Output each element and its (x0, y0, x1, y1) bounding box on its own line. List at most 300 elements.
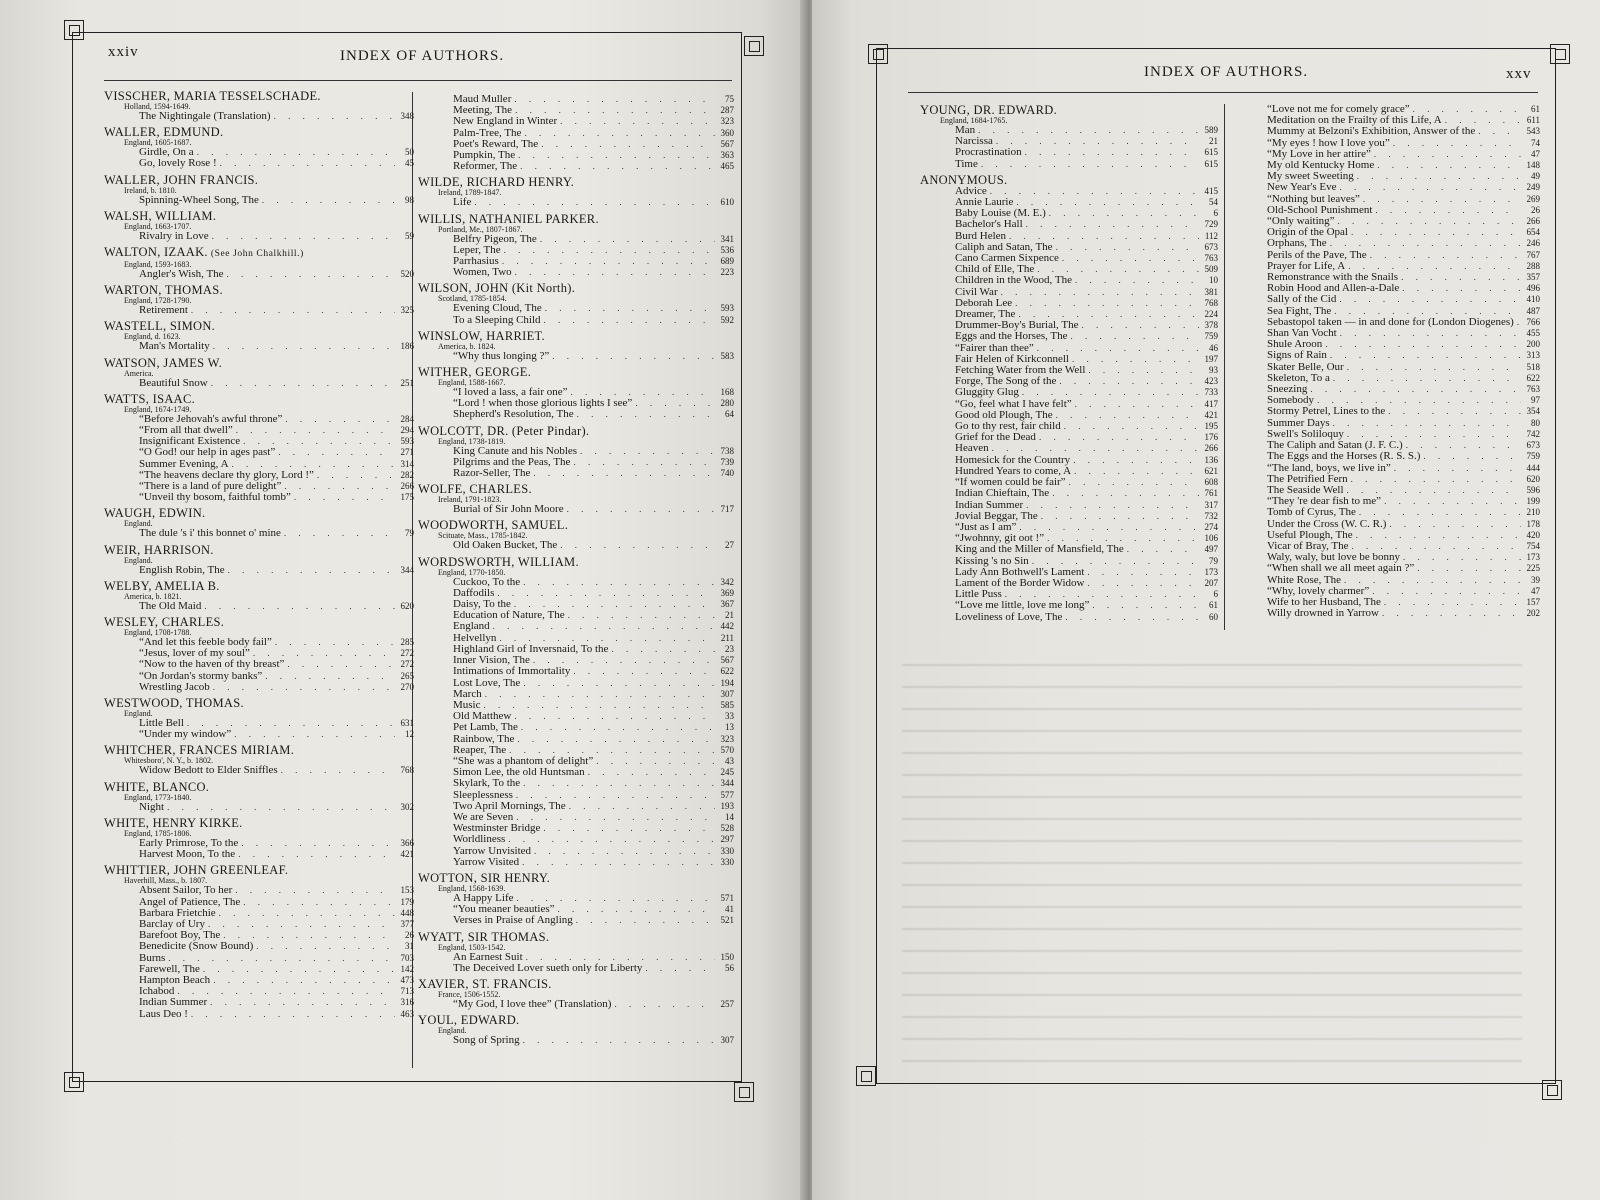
author-dates: England, 1663-1707. (124, 221, 192, 231)
page-ref: 596 (1526, 484, 1540, 495)
leader-dots (220, 158, 395, 169)
leader-dots (210, 997, 395, 1008)
poem-title: Little Bell (139, 717, 184, 730)
index-entry (418, 1035, 734, 1046)
author-heading (104, 616, 414, 628)
page-ref: 622 (720, 666, 734, 677)
page-ref: 26 (405, 930, 414, 941)
leader-dots (569, 801, 715, 812)
index-column-right-1 (920, 104, 1218, 623)
leader-dots (1351, 227, 1521, 238)
leader-dots (213, 682, 395, 693)
page-ref: 186 (400, 341, 414, 352)
page-ref: 13 (725, 722, 734, 733)
author-dates: England, 1593-1683. (124, 260, 192, 270)
page-ref: 363 (720, 150, 734, 161)
leader-dots (168, 953, 395, 964)
page-ref: 202 (1526, 608, 1540, 619)
page-ref: 766 (1526, 316, 1540, 327)
poem-title: The Deceived Lover sueth only for Liberty (453, 961, 643, 974)
author-heading (104, 126, 414, 138)
author-heading (418, 872, 734, 884)
author-dates: America, b. 1824. (438, 341, 496, 351)
poem-title: “Now to the haven of thy breast” (139, 658, 285, 671)
page-ref: 285 (400, 637, 414, 648)
page-ref: 21 (1209, 136, 1218, 147)
index-entry (104, 341, 414, 352)
leader-dots (1389, 519, 1521, 530)
leader-dots (1377, 160, 1521, 171)
page-ref: 56 (725, 962, 734, 973)
poem-title: Dreamer, The (955, 308, 1016, 321)
page-ref: 173 (1526, 552, 1540, 563)
poem-title: Sebastopol taken — in and done for (London Diogenes) (1267, 315, 1514, 328)
page-ref: 593 (720, 303, 734, 314)
poem-title: Maud Muller (453, 93, 512, 105)
leader-dots (523, 778, 715, 789)
index-entry (104, 195, 414, 206)
index-entry (104, 997, 414, 1008)
leader-dots (545, 303, 715, 314)
poem-title: Song of Spring (453, 1034, 520, 1047)
poem-title: Shan Van Vocht (1267, 327, 1337, 340)
poem-title: My old Kentucky Home (1267, 159, 1375, 172)
page-ref: 354 (1526, 406, 1540, 417)
page-ref: 608 (1204, 477, 1218, 488)
author-name: WEIR, HARRISON. (104, 542, 214, 557)
author-dates: Haverhill, Mass., b. 1807. (124, 876, 208, 886)
index-entry (418, 540, 734, 551)
page-ref: 615 (1204, 158, 1218, 169)
author-name: WINSLOW, HARRIET. (418, 328, 545, 343)
author-name: WORDSWORTH, WILLIAM. (418, 554, 579, 569)
running-head: INDEX OF AUTHORS. (340, 48, 505, 64)
poem-title: Barefoot Boy, The (139, 929, 221, 942)
index-entry (418, 161, 734, 172)
leader-dots (284, 481, 395, 492)
index-column-left-2 (418, 94, 734, 1046)
leader-dots (522, 857, 715, 868)
poem-title: Pet Lamb, The (453, 721, 518, 734)
page-ref: 317 (1204, 499, 1218, 510)
index-entry (104, 231, 414, 242)
poem-title: Prayer for Life, A (1267, 259, 1346, 272)
leader-dots (1310, 384, 1521, 395)
index-entry (104, 111, 414, 122)
poem-title: Ichabod (139, 985, 175, 998)
page-ref: 64 (725, 409, 734, 420)
leader-dots (1357, 171, 1521, 182)
leader-dots (580, 446, 715, 457)
index-entry (418, 197, 734, 208)
page-ref: 759 (1526, 451, 1540, 462)
poem-title: Burial of Sir John Moore (453, 503, 564, 516)
poem-title: Deborah Lee (955, 296, 1013, 309)
page-ref: 444 (1526, 462, 1540, 473)
author-dates: Scituate, Mass., 1785-1842. (438, 531, 528, 541)
page-ref: 106 (1204, 533, 1218, 544)
poem-title: Insignificant Existence (139, 435, 241, 448)
author-name: WILSON, JOHN (Kit North). (418, 281, 576, 296)
poem-title: “Just as I am” (955, 520, 1017, 533)
poem-title: “There is a land of pure delight” (139, 480, 282, 493)
poem-title: White Rose, The (1267, 573, 1342, 586)
header-rule (104, 80, 732, 81)
leader-dots (1075, 275, 1199, 286)
author-dates: Ireland, 1791-1823. (438, 495, 502, 505)
poem-title: “When shall we all meet again ?” (1267, 562, 1415, 575)
page-ref: 26 (1531, 204, 1540, 215)
page-ref: 330 (720, 856, 734, 867)
page-ref: 271 (400, 447, 414, 458)
leader-dots (611, 644, 715, 655)
index-entry (104, 378, 414, 389)
page-ref: 713 (400, 986, 414, 997)
corner-ornament-tl (64, 20, 84, 40)
poem-title: “Lord ! when those glorious lights I see” (453, 397, 633, 410)
author-heading (418, 931, 734, 943)
poem-title: Meeting, The (453, 104, 513, 117)
leader-dots (317, 470, 395, 481)
leader-dots (1338, 216, 1521, 227)
leader-dots (281, 765, 395, 776)
poem-title: Man's Mortality (139, 340, 210, 353)
running-head: INDEX OF AUTHORS. (1144, 64, 1309, 80)
index-entry (418, 857, 734, 868)
page-ref: 367 (720, 599, 734, 610)
author-heading (104, 284, 414, 296)
poem-title: To a Sleeping Child (453, 313, 541, 326)
page-ref: 610 (720, 197, 734, 208)
author-dates: England, 1674-1749. (124, 404, 192, 414)
author-heading (104, 174, 414, 186)
poem-title: Loveliness of Love, The (955, 610, 1063, 623)
page-ref: 193 (720, 800, 734, 811)
poem-title: Sea Fight, The (1267, 304, 1332, 317)
author-name: WALLER, EDMUND. (104, 125, 224, 140)
leader-dots (1478, 126, 1521, 137)
poem-title: Jovial Beggar, The (955, 509, 1038, 522)
page-ref: 6 (1213, 208, 1218, 219)
index-entry (104, 941, 414, 952)
leader-dots (235, 885, 395, 896)
page-ref: 323 (720, 116, 734, 127)
poem-title: Wrestling Jacob (139, 680, 210, 693)
index-entry (920, 159, 1218, 170)
poem-title: Hundred Years to come, A (955, 464, 1072, 477)
index-entry (1232, 350, 1540, 361)
page-ref: 266 (1204, 443, 1218, 454)
index-entry (920, 275, 1218, 286)
poem-title: Sally of the Cid (1267, 293, 1337, 306)
leader-dots (1025, 147, 1199, 158)
poem-title: Go, lovely Rose ! (139, 157, 217, 170)
poem-title: Burns (139, 951, 166, 964)
page-ref: 269 (1526, 193, 1540, 204)
leader-dots (274, 111, 395, 122)
page-ref: 197 (1204, 353, 1218, 364)
leader-dots (568, 610, 715, 621)
author-name: WHITTIER, JOHN GREENLEAF. (104, 863, 289, 878)
index-entry (1232, 406, 1540, 417)
poem-title: Leper, The (453, 243, 501, 256)
leader-dots (1372, 586, 1521, 597)
author-heading (418, 366, 734, 378)
leader-dots (518, 150, 715, 161)
page-ref: 175 (400, 492, 414, 503)
poem-title: Man (955, 124, 976, 136)
page-ref: 225 (1526, 563, 1540, 574)
poem-title: Poet's Reward, The (453, 137, 539, 150)
poem-title: Cuckoo, To the (453, 575, 521, 588)
index-entry (1232, 608, 1540, 619)
leader-dots (238, 849, 395, 860)
index-entry (104, 492, 414, 503)
page-ref: 265 (400, 670, 414, 681)
poem-title: Parrhasius (453, 255, 499, 268)
poem-title: The Seaside Well (1267, 483, 1344, 496)
page-ref: 46 (1209, 342, 1218, 353)
leader-dots (540, 234, 715, 245)
poem-title: Time (955, 157, 978, 170)
author-dates: Ireland, 1789-1847. (438, 188, 502, 198)
poem-title: Good old Plough, The (955, 408, 1053, 421)
author-heading (104, 393, 414, 405)
page-ref: 21 (725, 610, 734, 621)
author-heading (920, 174, 1218, 186)
page-ref: 307 (720, 1035, 734, 1046)
page-ref: 313 (1526, 350, 1540, 361)
poem-title: “The land, boys, we live in” (1267, 461, 1391, 474)
author-dates: England, 1728-1790. (124, 296, 192, 306)
author-dates: Holland, 1594-1649. (124, 102, 191, 111)
author-dates: England, 1785-1806. (124, 828, 192, 838)
page-ref: 763 (1204, 253, 1218, 264)
index-entry (418, 315, 734, 326)
index-entry (104, 1009, 414, 1020)
author-dates: America, b. 1821. (124, 591, 182, 601)
poem-title: Summer Days (1267, 416, 1330, 429)
poem-title: Sneezing (1267, 383, 1308, 396)
index-entry (104, 885, 414, 896)
page-ref: 421 (1204, 409, 1218, 420)
poem-title: Indian Summer (955, 498, 1024, 511)
leader-dots (1026, 500, 1199, 511)
page-ref: 223 (720, 267, 734, 278)
author-name: WALTON, IZAAK. (104, 245, 208, 260)
page-ref: 621 (1204, 465, 1218, 476)
index-entry (920, 387, 1218, 398)
poem-title: Stormy Petrel, Lines to the (1267, 405, 1386, 418)
author-heading (104, 246, 414, 260)
index-entry (920, 488, 1218, 499)
page-ref: 47 (1531, 585, 1540, 596)
poem-title: Helvellyn (453, 631, 497, 644)
leader-dots (1406, 440, 1521, 451)
page-ref: 80 (1531, 417, 1540, 428)
page-ref: 583 (720, 350, 734, 361)
poem-title: We are Seven (453, 810, 514, 823)
poem-title: Annie Laurie (955, 196, 1014, 209)
leader-dots (484, 700, 716, 711)
leader-dots (1333, 373, 1521, 384)
page-ref: 79 (1209, 555, 1218, 566)
page-ref: 593 (400, 436, 414, 447)
page-ref: 520 (400, 269, 414, 280)
leader-dots (543, 823, 715, 834)
poem-title: Mummy at Belzoni's Exhibition, Answer of the (1267, 125, 1476, 138)
page-ref: 266 (400, 481, 414, 492)
poem-title: Reformer, The (453, 160, 518, 173)
poem-title: Drummer-Boy's Burial, The (955, 319, 1079, 332)
leader-dots (208, 919, 395, 930)
poem-title: Widow Bedott to Elder Sniffles (139, 764, 278, 777)
poem-title: Meditation on the Frailty of this Life, A (1267, 114, 1442, 127)
leader-dots (1384, 597, 1521, 608)
page-ref: 473 (400, 974, 414, 985)
leader-dots (558, 904, 715, 915)
poem-title: Tomb of Cyrus, The (1267, 506, 1356, 519)
poem-title: Worldliness (453, 833, 506, 846)
leader-dots (278, 447, 395, 458)
leader-dots (1339, 294, 1521, 305)
author-dates: England. (438, 1026, 467, 1036)
leader-dots (573, 457, 715, 468)
author-dates: England, d. 1623. (124, 332, 181, 342)
author-heading (418, 519, 734, 531)
leader-dots (167, 802, 395, 813)
poem-title: “And let this feeble body fail” (139, 636, 272, 649)
author-heading (418, 176, 734, 188)
page-ref: 153 (400, 885, 414, 896)
leader-dots (1388, 406, 1521, 417)
author-heading (418, 1014, 734, 1026)
author-name: WHITCHER, FRANCES MIRIAM. (104, 743, 295, 758)
poem-title: “Under my window” (139, 728, 232, 741)
poem-title: Somebody (1267, 394, 1315, 407)
leader-dots (1394, 463, 1521, 474)
page-ref: 342 (720, 576, 734, 587)
author-heading (920, 104, 1218, 116)
author-heading (104, 320, 414, 332)
poem-title: Evening Cloud, The (453, 302, 542, 315)
poem-title: Rivalry in Love (139, 229, 209, 242)
index-entry (104, 528, 414, 539)
author-dates: America. (124, 368, 154, 378)
index-entry (1232, 126, 1540, 137)
page-ref: 543 (1526, 126, 1540, 137)
page-ref: 173 (1204, 566, 1218, 577)
leader-dots (227, 269, 395, 280)
author-name: ANONYMOUS. (920, 172, 1008, 187)
poem-title: Harvest Moon, To the (139, 848, 236, 861)
page-ref: 448 (400, 907, 414, 918)
poem-title: Skylark, To the (453, 777, 521, 790)
poem-title: Night (139, 800, 165, 813)
leader-dots (1370, 250, 1521, 261)
poem-title: Orphans, The (1267, 237, 1327, 250)
leader-dots (1074, 466, 1199, 477)
index-entry (1232, 507, 1540, 518)
poem-title: King Canute and his Nobles (453, 444, 578, 457)
author-name: WESLEY, CHARLES. (104, 615, 225, 630)
author-name: WILDE, RICHARD HENRY. (418, 175, 575, 190)
author-name: WATSON, JAMES W. (104, 355, 223, 370)
page-ref: 330 (720, 845, 734, 856)
page-ref: 59 (405, 230, 414, 241)
poem-title: Perils of the Pave, The (1267, 248, 1367, 261)
page-ref: 45 (405, 158, 414, 169)
poem-title: “I loved a lass, a fair one” (453, 386, 568, 399)
leader-dots (560, 116, 715, 127)
author-name: WELBY, AMELIA B. (104, 578, 220, 593)
page-ref: 75 (725, 94, 734, 104)
poem-title: Willy drowned in Yarrow (1267, 607, 1379, 620)
author-heading (418, 330, 734, 342)
page-ref: 211 (720, 632, 734, 643)
page-ref: 592 (720, 314, 734, 325)
poem-title: Daffodils (453, 586, 495, 599)
leader-dots (212, 231, 395, 242)
index-entry (418, 778, 734, 789)
leader-dots (1330, 238, 1521, 249)
leader-dots (544, 315, 715, 326)
page-ref: 194 (720, 677, 734, 688)
leader-dots (1325, 339, 1521, 350)
page-ref: 207 (1204, 577, 1218, 588)
poem-title: Skater Belle, Our (1267, 360, 1344, 373)
poem-title: Farewell, The (139, 962, 200, 975)
author-dates: England, 1773-1840. (124, 792, 192, 802)
leader-dots (197, 147, 395, 158)
poem-title: Two April Mornings, The (453, 799, 566, 812)
poem-title: Kissing 's no Sin (955, 554, 1029, 567)
page-ref: 195 (1204, 421, 1218, 432)
leader-dots (1001, 287, 1199, 298)
poem-title: Retirement (139, 304, 188, 317)
page-ref: 763 (1526, 384, 1540, 395)
author-name: YOUL, EDWARD. (418, 1013, 520, 1028)
author-dates: England. (124, 555, 153, 565)
corner-ornament-br (1542, 1080, 1562, 1100)
leader-dots (213, 975, 395, 986)
page-ref: 442 (720, 621, 734, 632)
poem-title: Indian Summer (139, 996, 208, 1009)
leader-dots (1417, 563, 1521, 574)
index-entry (418, 621, 734, 632)
author-heading (104, 507, 414, 519)
poem-title: Indian Chieftain, The (955, 487, 1050, 500)
author-dates: England, 1503-1542. (438, 942, 506, 952)
author-dates: Ireland, b. 1810. (124, 185, 177, 195)
poem-title: English Robin, The (139, 563, 225, 576)
leader-dots (1340, 182, 1522, 193)
leader-dots (996, 136, 1199, 147)
page-ref: 200 (1526, 339, 1540, 350)
page-ref: 199 (1526, 496, 1540, 507)
leader-dots (211, 378, 395, 389)
poem-title: March (453, 687, 482, 700)
leader-dots (243, 897, 395, 908)
poem-title: Little Puss (955, 588, 1002, 601)
page-ref: 323 (720, 733, 734, 744)
page-ref: 316 (400, 997, 414, 1008)
author-name: WOLCOTT, DR. (Peter Pindar). (418, 423, 590, 438)
poem-title: “They 're dear fish to me” (1267, 495, 1382, 508)
poem-title: Skeleton, To a (1267, 371, 1330, 384)
page-ref: 767 (1526, 249, 1540, 260)
page-ref: 410 (1526, 294, 1540, 305)
